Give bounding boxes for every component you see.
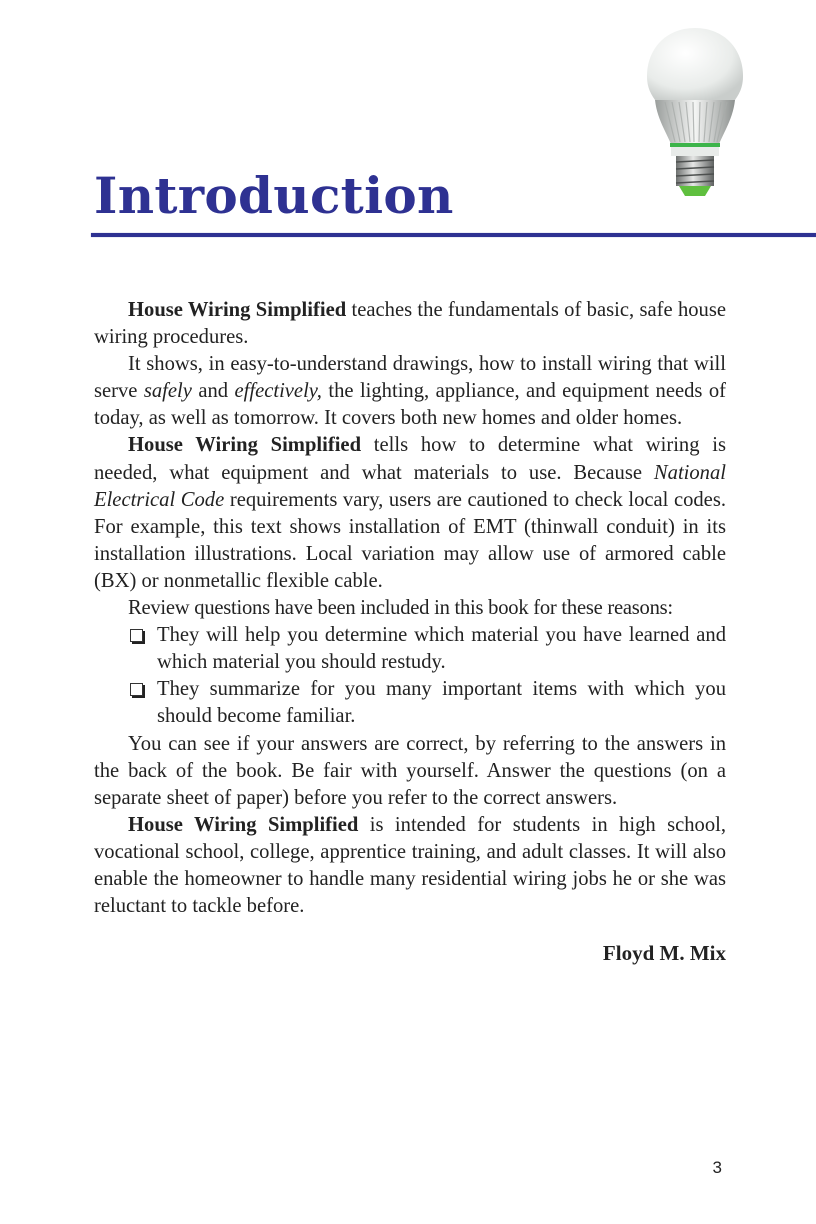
paragraph-1: House Wiring Simplified teaches the fundamentals of basic, safe house wiring procedures.: [94, 299, 726, 349]
paragraph-5: You can see if your answers are correct, by referring to the answers in the back of the book. Be fair with yourself. Answer the questions (on a separate sheet of paper) before you refer to the correct answers.: [94, 732, 726, 809]
led-light-bulb-icon: [645, 26, 745, 216]
paragraph-2: It shows, in easy-to-understand drawings, how to install wiring that will serve safely and effectively, the lighting, appliance, and equipment needs of today, as well as tomorrow. It covers both new homes and older homes.: [94, 353, 726, 430]
author-signature: Floyd M. Mix: [602, 941, 726, 965]
paragraph-6: House Wiring Simplified is intended for students in high school, vocational school, college, apprentice training, and adult classes. It will also enable the homeowner to handle many residential wiring jobs he or she was reluctant to tackle before.: [94, 813, 727, 918]
checkbox-bullet-icon: [130, 629, 143, 642]
book-title: House Wiring Simplified: [128, 813, 359, 836]
paragraph-3: House Wiring Simplified tells how to determine what wiring is needed, what equipment and what materials to use. Because National Electrical Code requirements vary, users are cautioned to check local codes. For example, this text shows installation of EMT (thinwall conduit) in its installation illustrations. Local variation may allow use of armored cable (BX) or nonmetallic flexible cable.: [94, 434, 726, 592]
paragraph-4: Review questions have been included in this book for these reasons:: [128, 597, 673, 620]
book-title: House Wiring Simplified: [128, 434, 362, 457]
book-title: House Wiring Simplified: [128, 299, 347, 321]
title-underline: [91, 233, 816, 237]
page-number: 3: [712, 1158, 722, 1177]
reason-item: They will help you determine which material you have learned and which material you should restudy.: [94, 622, 726, 676]
reason-item: They summarize for you many important items with which you should become familiar.: [94, 676, 726, 730]
checkbox-bullet-icon: [130, 683, 143, 696]
intro-body: [94, 297, 726, 920]
page-title: Introduction: [94, 166, 454, 225]
